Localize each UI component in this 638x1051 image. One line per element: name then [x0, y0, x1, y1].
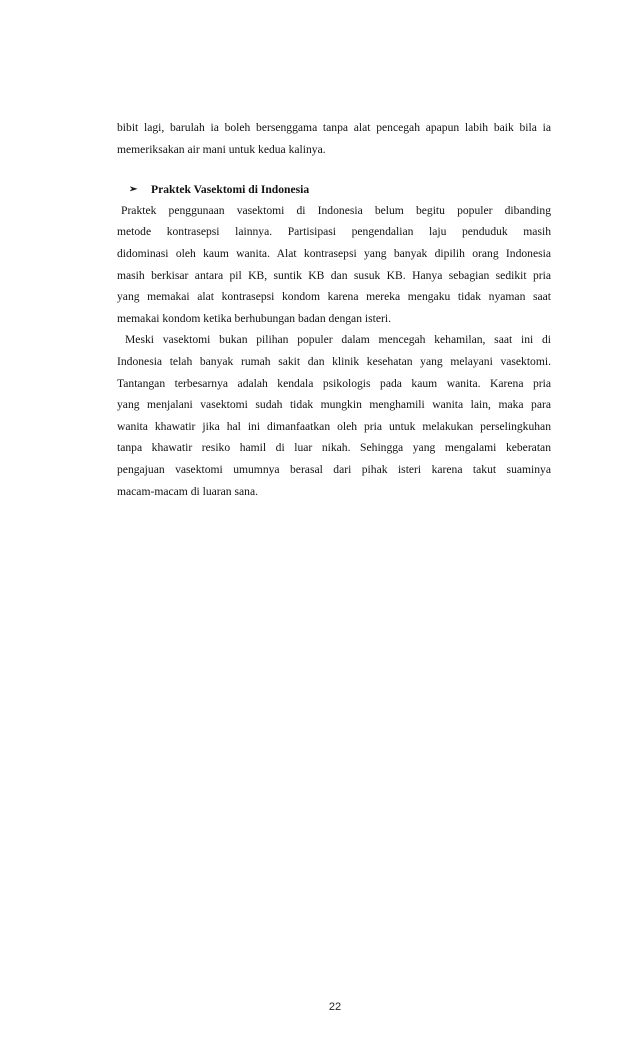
- paragraph-challenges: [117, 330, 551, 503]
- text-line: bibit lagi, barulah ia boleh bersenggama tanpa alat pencegah apapun labih baik bila ia: [117, 121, 551, 134]
- text-line: didominasi oleh kaum wanita. Alat kontrasepsi yang banyak dipilih orang Indonesia: [117, 246, 551, 260]
- text-line: macam-macam di luaran sana.: [117, 484, 258, 498]
- page-body: [117, 118, 551, 503]
- arrowhead-bullet-icon: ➢: [129, 184, 138, 196]
- text-line: Indonesia telah banyak rumah sakit dan klinik kesehatan yang melayani vasektomi.: [117, 354, 551, 368]
- section-heading-text: Praktek Vasektomi di Indonesia: [151, 183, 310, 197]
- section-heading: [117, 179, 551, 201]
- text-line: yang memakai alat kontrasepsi kondom karena mereka mengaku tidak nyaman saat: [117, 290, 551, 304]
- text-line: wanita khawatir jika hal ini dimanfaatkan oleh pria untuk melakukan perselingkuhan: [117, 419, 551, 433]
- text-line: masih berkisar antara pil KB, suntik KB dan susuk KB. Hanya sebagian sedikit pria: [117, 268, 551, 282]
- text-line: Tantangan terbesarnya adalah kendala psikologis pada kaum wanita. Karena pria: [117, 376, 551, 390]
- text-line: memeriksakan air mani untuk kedua kalinya.: [117, 142, 326, 156]
- text-line: yang menjalani vasektomi sudah tidak mungkin menghamili wanita lain, maka para: [117, 398, 551, 412]
- paragraph-practice: [117, 201, 551, 331]
- paragraph-continued: [117, 118, 551, 161]
- page-number: 22: [328, 1001, 342, 1013]
- text-line: metode kontrasepsi lainnya. Partisipasi pengendalian laju penduduk masih: [117, 225, 551, 239]
- text-line: pengajuan vasektomi umumnya berasal dari pihak isteri karena takut suaminya: [117, 462, 551, 476]
- text-line: tanpa khawatir resiko hamil di luar nikah. Sehingga yang mengalami keberatan: [117, 441, 551, 455]
- text-line: Praktek penggunaan vasektomi di Indonesia belum begitu populer dibanding: [121, 203, 551, 217]
- text-line: memakai kondom ketika berhubungan badan dengan isteri.: [117, 311, 391, 325]
- text-line: Meski vasektomi bukan pilihan populer dalam mencegah kehamilan, saat ini di: [125, 333, 551, 347]
